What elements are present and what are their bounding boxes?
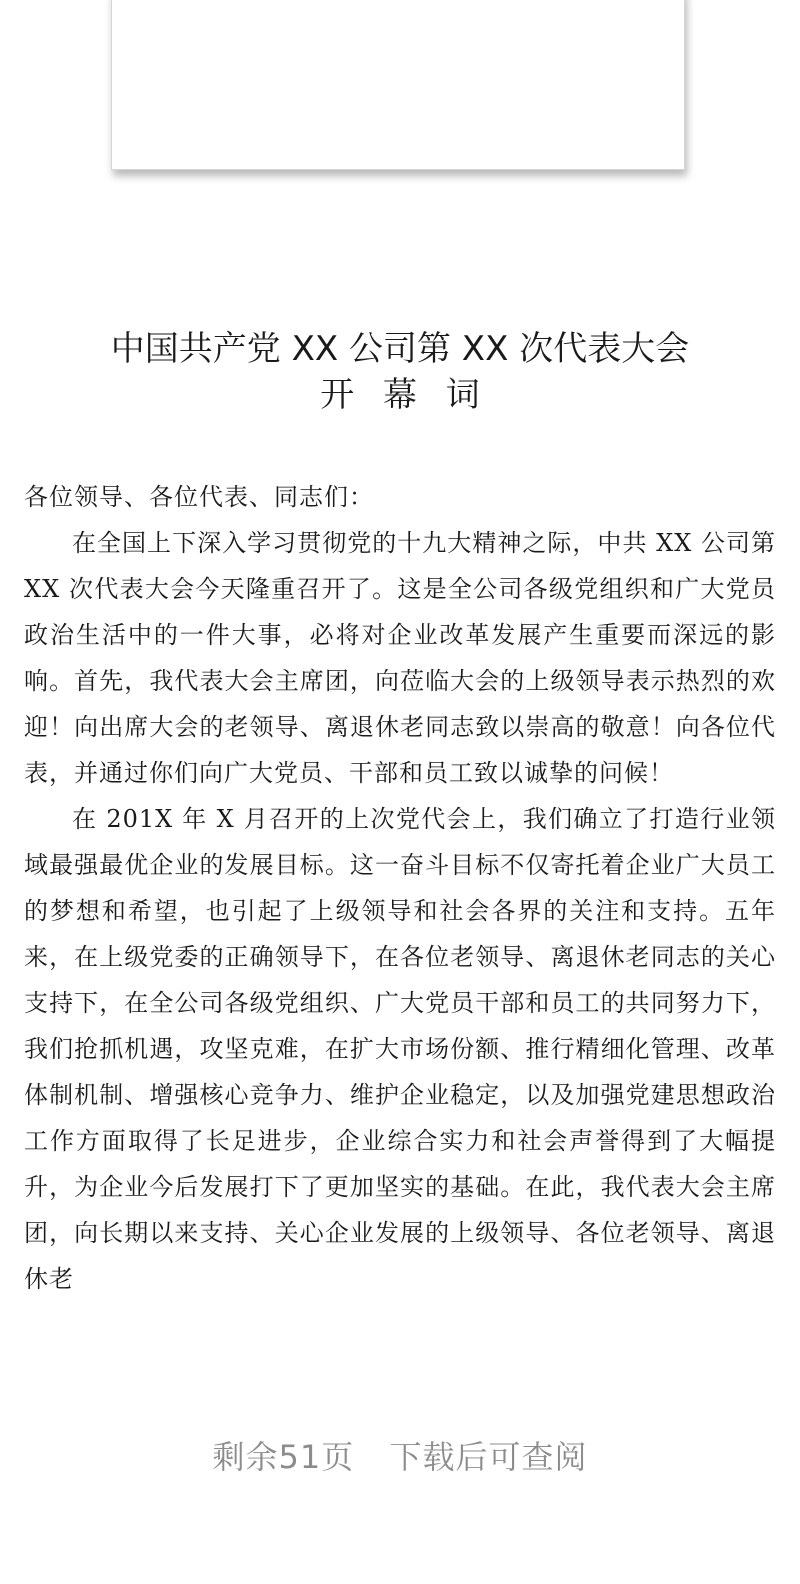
download-to-view-label[interactable]: 下载后可查阅 — [389, 1438, 588, 1476]
document-subtitle: 开 幕 词 — [320, 375, 480, 415]
content-fade — [0, 1380, 800, 1420]
paragraph: 在全国上下深入学习贯彻党的十九大精神之际，中共 XX 公司第 XX 次代表大会今天隆重召开了。这是全公司各级党组织和广大党员政治生活中的一件大事，必将对企业改革发展产生重要而深远的影响。首先，我代表大会主席团，向莅临大会的上级领导表示热烈的欢迎！向出席大会的老领导、离退休老同志致以崇高的敬意！向各位代表，并通过你们向广大党员、干部和员工致以诚挚的问候！ — [24, 529, 776, 787]
remaining-pages-label: 剩余51页 — [212, 1438, 355, 1476]
paragraph: 在 201X 年 X 月召开的上次党代会上，我们确立了打造行业领域最强最优企业的发展目标。这一奋斗目标不仅寄托着企业广大员工的梦想和希望，也引起了上级领导和社会各界的关注和支持。五年来，在上级党委的正确领导下，在各位老领导、离退休老同志的关心支持下，在全公司各级党组织、广大党员干部和员工的共同努力下，我们抢抓机遇，攻坚克难，在扩大市场份额、推行精细化管理、改革体制机制、增强核心竞争力、维护企业稳定，以及加强党建思想政治工作方面取得了长足进步，企业综合实力和社会声誉得到了大幅提升，为企业今后发展打下了更加坚实的基础。在此，我代表大会主席团，向长期以来支持、关心企业发展的上级领导、各位老领导、离退休老 — [24, 805, 776, 1293]
download-prompt[interactable] — [0, 1432, 800, 1478]
previous-page-card — [111, 0, 685, 170]
document-title: 中国共产党 XX 公司第 XX 次代表大会 — [110, 329, 690, 369]
greeting: 各位领导、各位代表、同志们： — [24, 483, 374, 511]
body-text — [24, 520, 776, 1584]
